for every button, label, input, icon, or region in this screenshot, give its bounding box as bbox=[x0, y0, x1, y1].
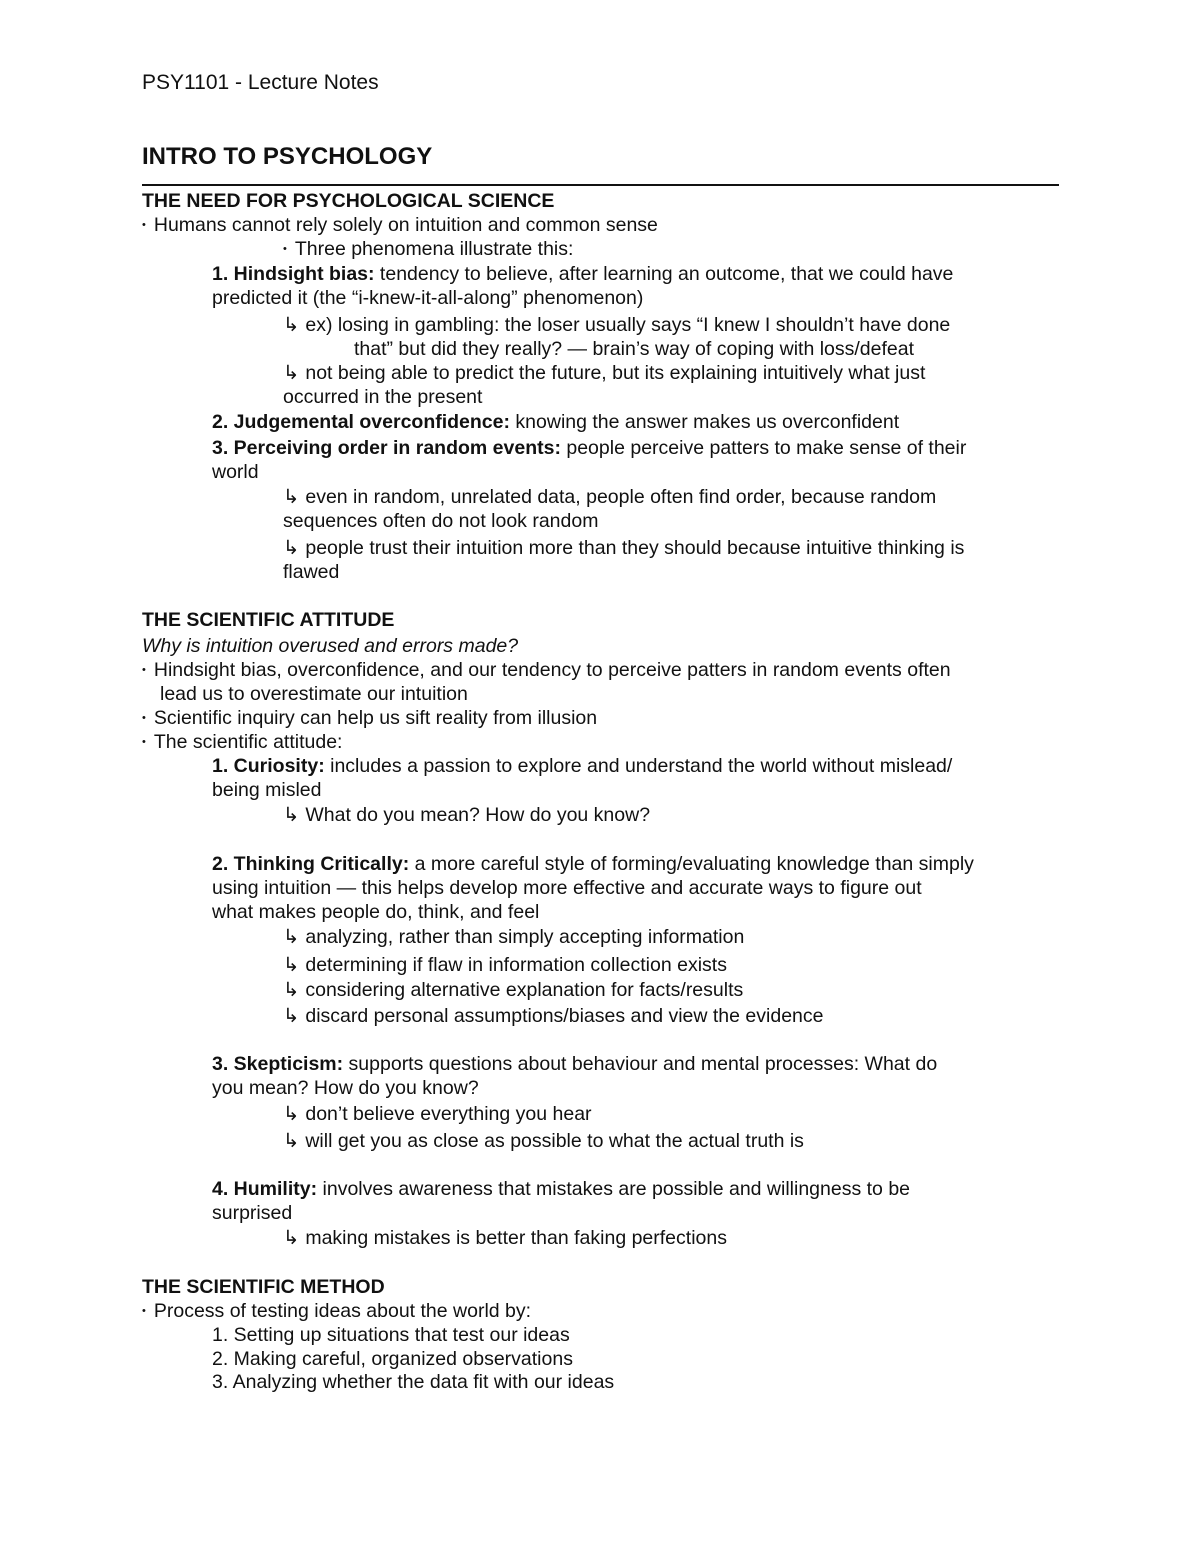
thinking-critically-item: 2. Thinking Critically: a more careful style of forming/evaluating knowledge than simply bbox=[212, 853, 974, 875]
bullet-item: • Humans cannot rely solely on intuition and common sense bbox=[142, 214, 658, 236]
arrow-item: ↳ considering alternative explanation for facts/results bbox=[283, 979, 744, 1001]
text-line: occurred in the present bbox=[283, 386, 483, 408]
bullet-icon: • bbox=[142, 736, 146, 748]
section-heading-method: THE SCIENTIFIC METHOD bbox=[142, 1276, 385, 1298]
humility-item: 4. Humility: involves awareness that mistakes are possible and willingness to be bbox=[212, 1178, 911, 1200]
text-line: world bbox=[212, 461, 259, 483]
arrow-icon: ↳ bbox=[283, 1103, 300, 1125]
text-line: what makes people do, think, and feel bbox=[212, 901, 540, 923]
bullet-icon: • bbox=[142, 219, 146, 231]
section-heading-need: THE NEED FOR PSYCHOLOGICAL SCIENCE bbox=[142, 190, 555, 212]
title-rule bbox=[142, 184, 1059, 186]
arrow-icon: ↳ bbox=[283, 804, 300, 826]
arrow-icon: ↳ bbox=[283, 926, 300, 948]
overconfidence-item: 2. Judgemental overconfidence: knowing the answer makes us overconfident bbox=[212, 411, 900, 433]
text-line: being misled bbox=[212, 779, 322, 801]
bullet-item: • Scientific inquiry can help us sift reality from illusion bbox=[142, 707, 598, 729]
bullet-icon: • bbox=[142, 1305, 146, 1317]
curiosity-item: 1. Curiosity: includes a passion to explore and understand the world without mislead/ bbox=[212, 755, 953, 777]
arrow-icon: ↳ bbox=[283, 537, 300, 559]
bullet-icon: • bbox=[142, 664, 146, 676]
arrow-item: ↳ discard personal assumptions/biases and view the evidence bbox=[283, 1005, 824, 1027]
arrow-item: ↳ analyzing, rather than simply accepting information bbox=[283, 926, 745, 948]
bullet-item: • Process of testing ideas about the world by: bbox=[142, 1300, 532, 1322]
text-line: surprised bbox=[212, 1202, 293, 1224]
hindsight-bias-item: 1. Hindsight bias: tendency to believe, after learning an outcome, that we could have bbox=[212, 263, 954, 285]
arrow-icon: ↳ bbox=[283, 1130, 300, 1152]
arrow-item: ↳ people trust their intuition more than they should because intuitive thinking is bbox=[283, 537, 965, 559]
arrow-icon: ↳ bbox=[283, 314, 300, 336]
arrow-icon: ↳ bbox=[283, 1227, 300, 1249]
text-line: lead us to overestimate our intuition bbox=[160, 683, 468, 705]
arrow-icon: ↳ bbox=[283, 486, 300, 508]
arrow-item: ↳ don’t believe everything you hear bbox=[283, 1103, 592, 1125]
skepticism-item: 3. Skepticism: supports questions about behaviour and mental processes: What do bbox=[212, 1053, 938, 1075]
document-title: INTRO TO PSYCHOLOGY bbox=[142, 143, 433, 170]
arrow-icon: ↳ bbox=[283, 954, 300, 976]
bullet-item: • Three phenomena illustrate this: bbox=[283, 238, 574, 260]
arrow-item: ↳ not being able to predict the future, but its explaining intuitively what just bbox=[283, 362, 926, 384]
random-events-item: 3. Perceiving order in random events: people perceive patters to make sense of their bbox=[212, 437, 967, 459]
bullet-icon: • bbox=[283, 243, 287, 255]
numbered-item: 1. Setting up situations that test our ideas bbox=[212, 1324, 570, 1346]
page-header: PSY1101 - Lecture Notes bbox=[142, 71, 379, 94]
arrow-item: ↳ making mistakes is better than faking perfections bbox=[283, 1227, 727, 1249]
text-line: that” but did they really? — brain’s way of coping with loss/defeat bbox=[354, 338, 915, 360]
bullet-item: • Hindsight bias, overconfidence, and our tendency to perceive patters in random events often bbox=[142, 659, 951, 681]
text-line: predicted it (the “i-knew-it-all-along” phenomenon) bbox=[212, 287, 644, 309]
arrow-item: ↳ What do you mean? How do you know? bbox=[283, 804, 651, 826]
section-question: Why is intuition overused and errors made? bbox=[142, 635, 519, 657]
arrow-icon: ↳ bbox=[283, 979, 300, 1001]
numbered-item: 2. Making careful, organized observations bbox=[212, 1348, 573, 1370]
arrow-item: ↳ will get you as close as possible to what the actual truth is bbox=[283, 1130, 804, 1152]
arrow-icon: ↳ bbox=[283, 1005, 300, 1027]
arrow-item: ↳ even in random, unrelated data, people often find order, because random bbox=[283, 486, 937, 508]
text-line: flawed bbox=[283, 561, 340, 583]
bullet-item: • The scientific attitude: bbox=[142, 731, 343, 753]
bullet-icon: • bbox=[142, 712, 146, 724]
text-line: using intuition — this helps develop more effective and accurate ways to figure out bbox=[212, 877, 922, 899]
numbered-item: 3. Analyzing whether the data fit with our ideas bbox=[212, 1371, 615, 1393]
arrow-icon: ↳ bbox=[283, 362, 300, 384]
text-line: you mean? How do you know? bbox=[212, 1077, 479, 1099]
section-heading-attitude: THE SCIENTIFIC ATTITUDE bbox=[142, 609, 395, 631]
text-line: sequences often do not look random bbox=[283, 510, 599, 532]
arrow-item: ↳ determining if flaw in information collection exists bbox=[283, 954, 727, 976]
arrow-item: ↳ ex) losing in gambling: the loser usually says “I knew I shouldn’t have done bbox=[283, 314, 951, 336]
